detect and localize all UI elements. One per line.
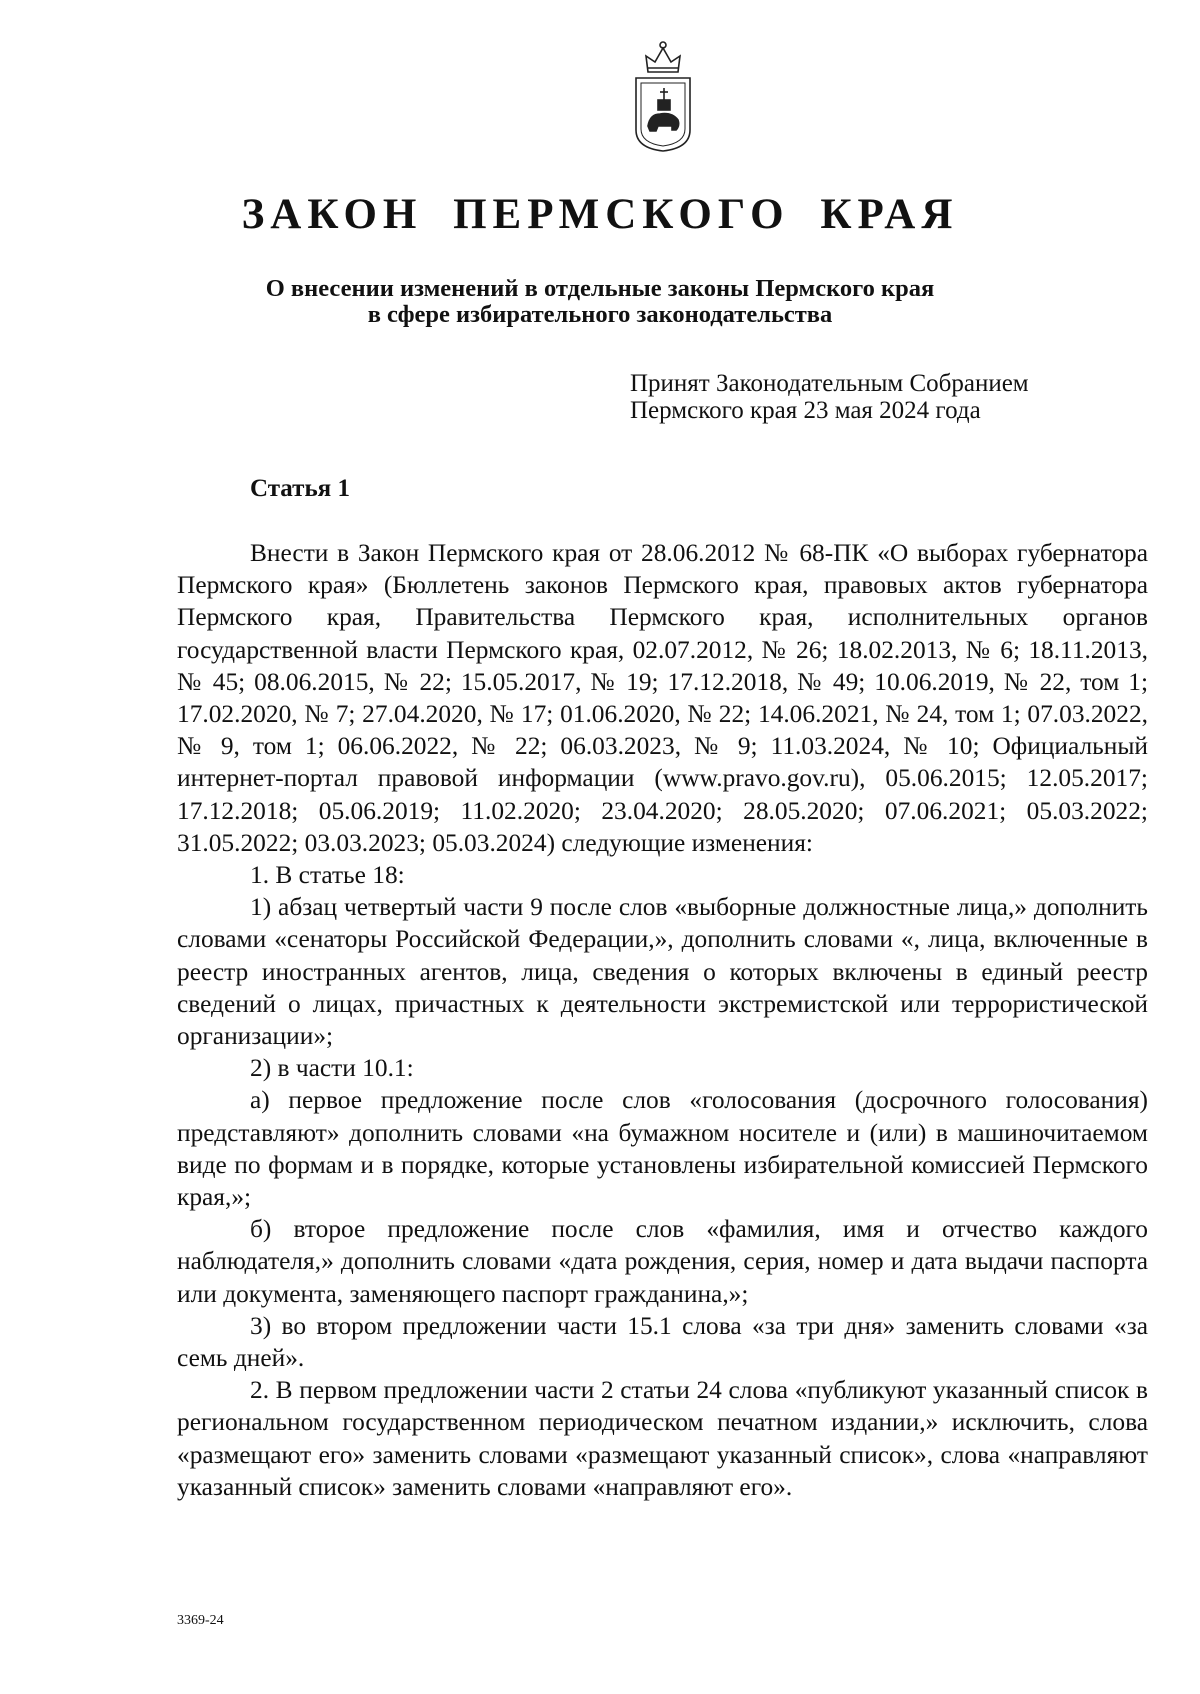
perm-krai-coat-of-arms-icon bbox=[628, 38, 698, 153]
article-paragraph: б) второе предложение после слов «фамилия, имя и отчество каждого наблюдателя,» дополнить словами «дата рождения, серия, номер и дата выдачи паспорта или документа, заменяющего паспорт гражданина,»; bbox=[177, 1215, 1148, 1308]
article-paragraph: а) первое предложение после слов «голосования (досрочного голосования) представляют» дополнить словами «на бумажном носителе и (или) в машиночитаемом виде по формам и в порядке, которые установлены избирательной комиссией Пермского края,»; bbox=[177, 1086, 1148, 1212]
article-paragraph: 2. В первом предложении части 2 статьи 24 слова «публикуют указанный список в региональном государственном периодическом печатном издании,» исключить, слова «размещают его» заменить словами «размещают указанный список», слова «направляют указанный список» заменить словами «направляют его». bbox=[177, 1376, 1148, 1501]
adoption-line-1: Принят Законодательным Собранием bbox=[630, 370, 1029, 397]
article-paragraph: Внести в Закон Пермского края от 28.06.2012 № 68-ПК «О выборах губернатора Пермского края» (Бюллетень законов Пермского края, правовых актов губернатора Пермского края, Правительства Пермского края, исполнительных органов государственной власти Пермского края, 02.07.2012, № 26; 18.02.2013, № 6; 18.11.2013, № 45; 08.06.2015, № 22; 15.05.2017, № 19; 17.12.2018, № 49; 10.06.2019, № 22, том 1; 17.02.2020, № 7; 27.04.2020, № 17; 01.06.2020, № 22; 14.06.2021, № 24, том 1; 07.03.2022, № 9, том 1; 06.06.2022, № 22; 06.03.2023, № 9; 11.03.2024, № 10; Официальный интернет-портал правовой информации (www.pravo.gov.ru), 05.06.2015; 12.05.2017; 17.12.2018; 05.06.2019; 11.02.2020; 23.04.2020; 28.05.2020; 07.06.2021; 05.03.2022; 31.05.2022; 03.03.2023; 05.03.2024) следующие изменения: bbox=[177, 539, 1148, 857]
article-paragraph: 3) во втором предложении части 15.1 слова «за три дня» заменить словами «за семь дней». bbox=[177, 1311, 1148, 1373]
adoption-line-2: Пермского края 23 мая 2024 года bbox=[630, 397, 981, 424]
law-title: ЗАКОН ПЕРМСКОГО КРАЯ bbox=[241, 191, 959, 238]
article-paragraph: 1) абзац четвертый части 9 после слов «выборные должностные лица,» дополнить словами «сенаторы Российской Федерации,», дополнить словами «, лица, включенные в реестр иностранных агентов, лица, сведения о которых включены в единый реестр сведений о лицах, причастных к деятельности экстремистской или террористической организации»; bbox=[177, 893, 1148, 1051]
article-body bbox=[177, 537, 1148, 1503]
subtitle-line-2: в сфере избирательного законодательства bbox=[367, 301, 833, 328]
article-paragraph: 2) в части 10.1: bbox=[250, 1054, 414, 1083]
document-number: 3369-24 bbox=[177, 1613, 224, 1628]
adoption-note bbox=[630, 370, 1150, 424]
law-subtitle bbox=[200, 276, 1000, 328]
subtitle-line-1: О внесении изменений в отдельные законы Пермского края bbox=[265, 275, 935, 302]
article-heading: Статья 1 bbox=[250, 475, 350, 502]
article-paragraph: 1. В статье 18: bbox=[250, 861, 405, 890]
